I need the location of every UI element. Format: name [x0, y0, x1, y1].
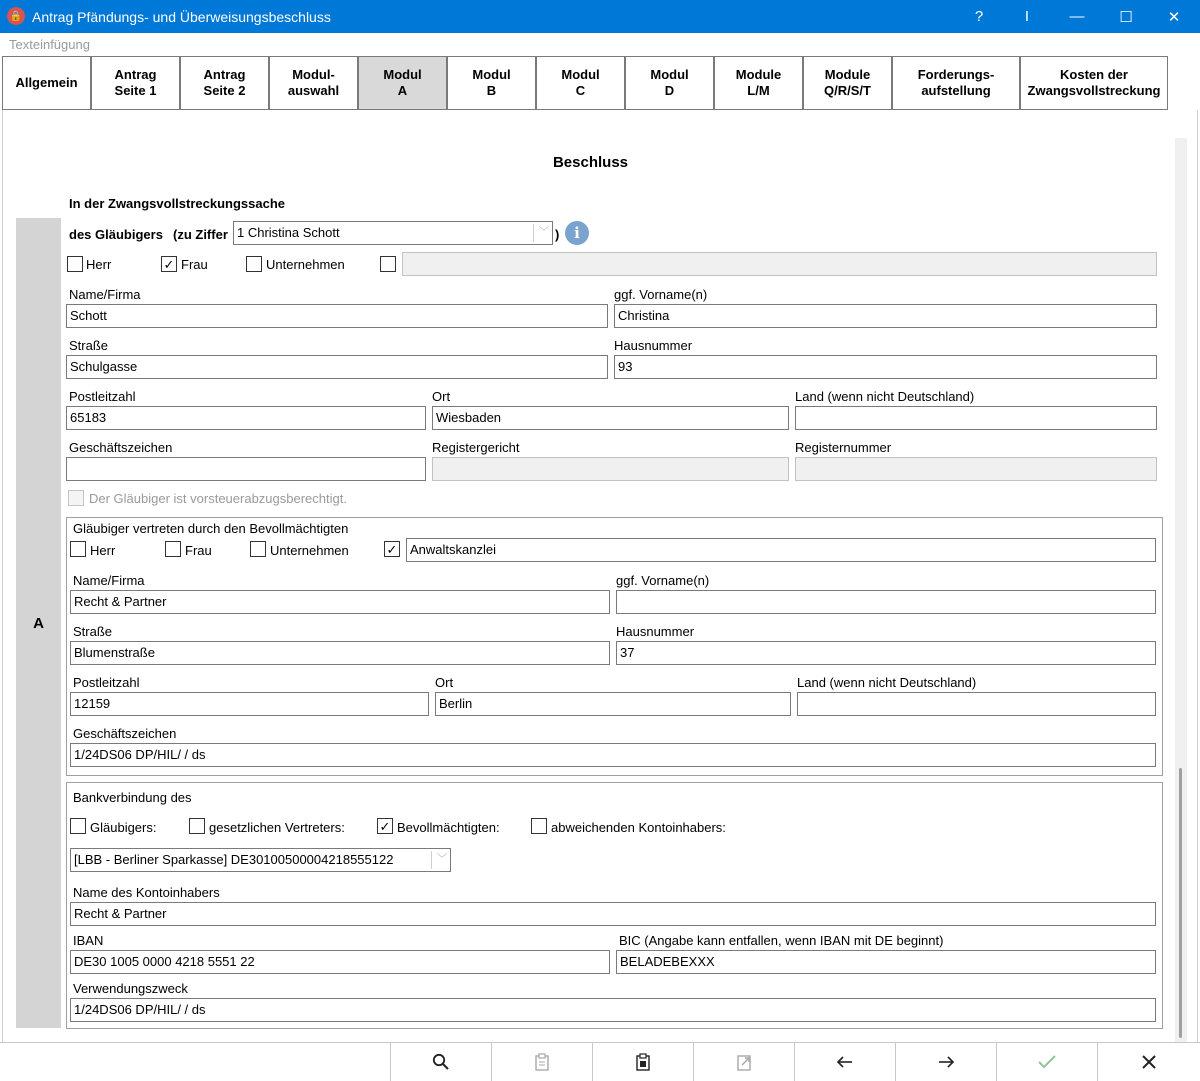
confirm-check-icon[interactable] [996, 1043, 1097, 1081]
sub-heading: In der Zwangsvollstreckungssache [69, 196, 286, 211]
tab-module-l-m[interactable]: Module L/M [714, 56, 803, 110]
tab-forderungsaufstellung[interactable]: Forderungs- aufstellung [892, 56, 1020, 110]
bevoll-herr-checkbox[interactable] [70, 541, 86, 557]
cancel-close-icon[interactable] [1097, 1043, 1200, 1081]
bevoll-land-label: Land (wenn nicht Deutschland) [797, 675, 977, 690]
vertical-scrollbar[interactable] [1175, 138, 1187, 1042]
glaeubiger-vorname-label: ggf. Vorname(n) [614, 287, 708, 302]
bevoll-hausnummer-input[interactable]: 37 [616, 641, 1156, 665]
bevoll-vorname-label: ggf. Vorname(n) [616, 573, 710, 588]
kontoinhaber-label: Name des Kontoinhabers [73, 885, 220, 900]
iban-label: IBAN [73, 933, 104, 948]
menu-texteinfuegung[interactable]: Texteinfügung [9, 37, 90, 52]
arrow-right-icon[interactable] [895, 1043, 996, 1081]
close-button[interactable]: ✕ [1167, 8, 1181, 26]
bic-input[interactable]: BELADEBEXXX [616, 950, 1156, 974]
bevoll-plz-label: Postleitzahl [73, 675, 140, 690]
check-icon: ✓ [379, 818, 391, 834]
scrollbar-thumb[interactable] [1179, 768, 1182, 1038]
ziffer-select[interactable] [233, 221, 553, 245]
info-icon[interactable]: i [565, 221, 589, 245]
bevoll-herr-label: Herr [90, 543, 116, 558]
glaeubiger-ort-label: Ort [432, 389, 451, 404]
glaeubiger-hausnummer-label: Hausnummer [614, 338, 693, 353]
bank-glaeubiger-checkbox[interactable] [70, 818, 86, 834]
glaeubiger-frau-checkbox[interactable] [161, 256, 177, 272]
bevoll-plz-input[interactable]: 12159 [70, 692, 429, 716]
bevoll-name-input[interactable]: Recht & Partner [70, 590, 610, 614]
ziffer-select-value: 1 Christina Schott [237, 225, 340, 240]
bevoll-geschaeftszeichen-label: Geschäftszeichen [73, 726, 177, 741]
bevoll-other-checkbox[interactable] [384, 541, 400, 557]
maximize-button[interactable]: ☐ [1119, 8, 1133, 26]
bevoll-strasse-input[interactable]: Blumenstraße [70, 641, 610, 665]
vorsteuer-label: Der Gläubiger ist vorsteuerabzugsberechtigt. [89, 491, 347, 506]
help-button[interactable]: ? [974, 8, 984, 25]
combo-separator [533, 224, 534, 242]
clipboard-icon[interactable] [491, 1043, 592, 1081]
glaeubiger-geschaeftszeichen-input[interactable] [66, 457, 426, 481]
search-icon[interactable] [390, 1043, 491, 1081]
bevoll-frau-label: Frau [185, 543, 212, 558]
title-bar [0, 0, 1200, 33]
bic-label: BIC (Angabe kann entfallen, wenn IBAN mit DE beginnt) [619, 933, 944, 948]
lock-icon: 🔒 [7, 7, 25, 25]
bevoll-unternehmen-label: Unternehmen [270, 543, 349, 558]
minimize-button[interactable]: — [1069, 8, 1085, 25]
bevoll-land-input[interactable] [797, 692, 1156, 716]
chevron-down-icon: ﹀ [437, 854, 447, 865]
verwendungszweck-label: Verwendungszweck [73, 981, 188, 996]
registernummer-label: Registernummer [795, 440, 892, 455]
tab-modul-c[interactable]: Modul C [536, 56, 625, 110]
glaeubiger-strasse-label: Straße [69, 338, 109, 353]
bevoll-ort-label: Ort [435, 675, 454, 690]
verwendungszweck-input[interactable]: 1/24DS06 DP/HIL/ / ds [70, 998, 1156, 1022]
glaeubiger-unternehmen-checkbox[interactable] [246, 256, 262, 272]
glaeubiger-land-input[interactable] [795, 406, 1157, 430]
konto-select-value: [LBB - Berliner Sparkasse] DE30100500004218555122 [74, 852, 394, 867]
bevollmaechtigter-group-label: Gläubiger vertreten durch den Bevollmächtigten [73, 521, 349, 536]
glaeubiger-plz-label: Postleitzahl [69, 389, 136, 404]
bevoll-geschaeftszeichen-input[interactable]: 1/24DS06 DP/HIL/ / ds [70, 743, 1156, 767]
menu-bar [0, 33, 1200, 55]
glaeubiger-geschaeftszeichen-label: Geschäftszeichen [69, 440, 173, 455]
registernummer-input [795, 457, 1157, 481]
bevoll-frau-checkbox[interactable] [165, 541, 181, 557]
chevron-down-icon: ﹀ [539, 227, 549, 238]
glaeubiger-herr-label: Herr [86, 257, 112, 272]
glaeubiger-hausnummer-input[interactable]: 93 [614, 355, 1157, 379]
tab-modul-d[interactable]: Modul D [625, 56, 714, 110]
glaeubiger-other-checkbox[interactable] [380, 256, 396, 272]
glaeubiger-name-label: Name/Firma [69, 287, 141, 302]
bevoll-strasse-label: Straße [73, 624, 113, 639]
tab-antrag-seite-1[interactable]: Antrag Seite 1 [91, 56, 180, 110]
bank-bevoll-label: Bevollmächtigten: [397, 820, 500, 835]
tab-allgemein[interactable]: Allgemein [2, 56, 91, 110]
export-icon[interactable] [693, 1043, 794, 1081]
bevoll-name-label: Name/Firma [73, 573, 145, 588]
bank-group-label: Bankverbindung des [73, 790, 192, 805]
registergericht-label: Registergericht [432, 440, 520, 455]
check-icon: ✓ [163, 256, 175, 272]
glaeubiger-ort-input[interactable]: Wiesbaden [432, 406, 789, 430]
tab-antrag-seite-2[interactable]: Antrag Seite 2 [180, 56, 269, 110]
tab-kosten-zwangsvollstreckung[interactable]: Kosten der Zwangsvollstreckung [1020, 56, 1168, 110]
vorsteuer-checkbox [68, 490, 84, 506]
arrow-left-icon[interactable] [794, 1043, 895, 1081]
glaeubiger-unternehmen-label: Unternehmen [266, 257, 345, 272]
bank-abweichend-checkbox[interactable] [531, 818, 547, 834]
glaeubiger-herr-checkbox[interactable] [67, 256, 83, 272]
konto-select[interactable] [70, 848, 451, 872]
glaeubiger-strasse-input[interactable]: Schulgasse [66, 355, 608, 379]
bank-gesetzl-checkbox[interactable] [189, 818, 205, 834]
tab-modul-b[interactable]: Modul B [447, 56, 536, 110]
bevoll-ort-input[interactable]: Berlin [435, 692, 791, 716]
ziffer-label: (zu Ziffer [173, 227, 228, 242]
glaeubiger-land-label: Land (wenn nicht Deutschland) [795, 389, 975, 404]
bevoll-vorname-input[interactable] [616, 590, 1156, 614]
section-marker: A [16, 218, 61, 1028]
bank-gesetzl-label: gesetzlichen Vertreters: [209, 820, 345, 835]
bevoll-hausnummer-label: Hausnummer [616, 624, 695, 639]
bank-glaeubiger-label: Gläubigers: [90, 820, 157, 835]
ziffer-close: ) [555, 227, 560, 242]
footer-toolbar [0, 1042, 1200, 1080]
bevoll-unternehmen-checkbox[interactable] [250, 541, 266, 557]
bank-bevoll-checkbox[interactable] [377, 818, 393, 834]
tab-modul-a[interactable]: Modul A [358, 56, 447, 110]
glaeubiger-frau-label: Frau [181, 257, 208, 272]
form-content [2, 110, 1198, 1042]
combo-separator [431, 851, 432, 869]
check-icon: ✓ [386, 541, 398, 557]
tab-modulauswahl[interactable]: Modul- auswahl [269, 56, 358, 110]
glaeubiger-label: des Gläubigers [69, 227, 163, 242]
registergericht-input [432, 457, 789, 481]
kontoinhaber-input[interactable]: Recht & Partner [70, 902, 1156, 926]
window-title: Antrag Pfändungs- und Überweisungsbeschluss [32, 9, 331, 25]
glaeubiger-plz-input[interactable]: 65183 [66, 406, 426, 430]
iban-input[interactable]: DE30 1005 0000 4218 5551 22 [70, 950, 610, 974]
glaeubiger-vorname-input[interactable]: Christina [614, 304, 1157, 328]
bevoll-other-input[interactable]: Anwaltskanzlei [406, 538, 1156, 562]
tab-module-q-r-s-t[interactable]: Module Q/R/S/T [803, 56, 892, 110]
document-icon[interactable] [592, 1043, 693, 1081]
pin-icon[interactable]: I [1024, 8, 1030, 25]
glaeubiger-other-input [402, 252, 1157, 276]
page-title: Beschluss [552, 154, 629, 171]
bank-abweichend-label: abweichenden Kontoinhabers: [551, 820, 726, 835]
glaeubiger-name-input[interactable]: Schott [66, 304, 608, 328]
